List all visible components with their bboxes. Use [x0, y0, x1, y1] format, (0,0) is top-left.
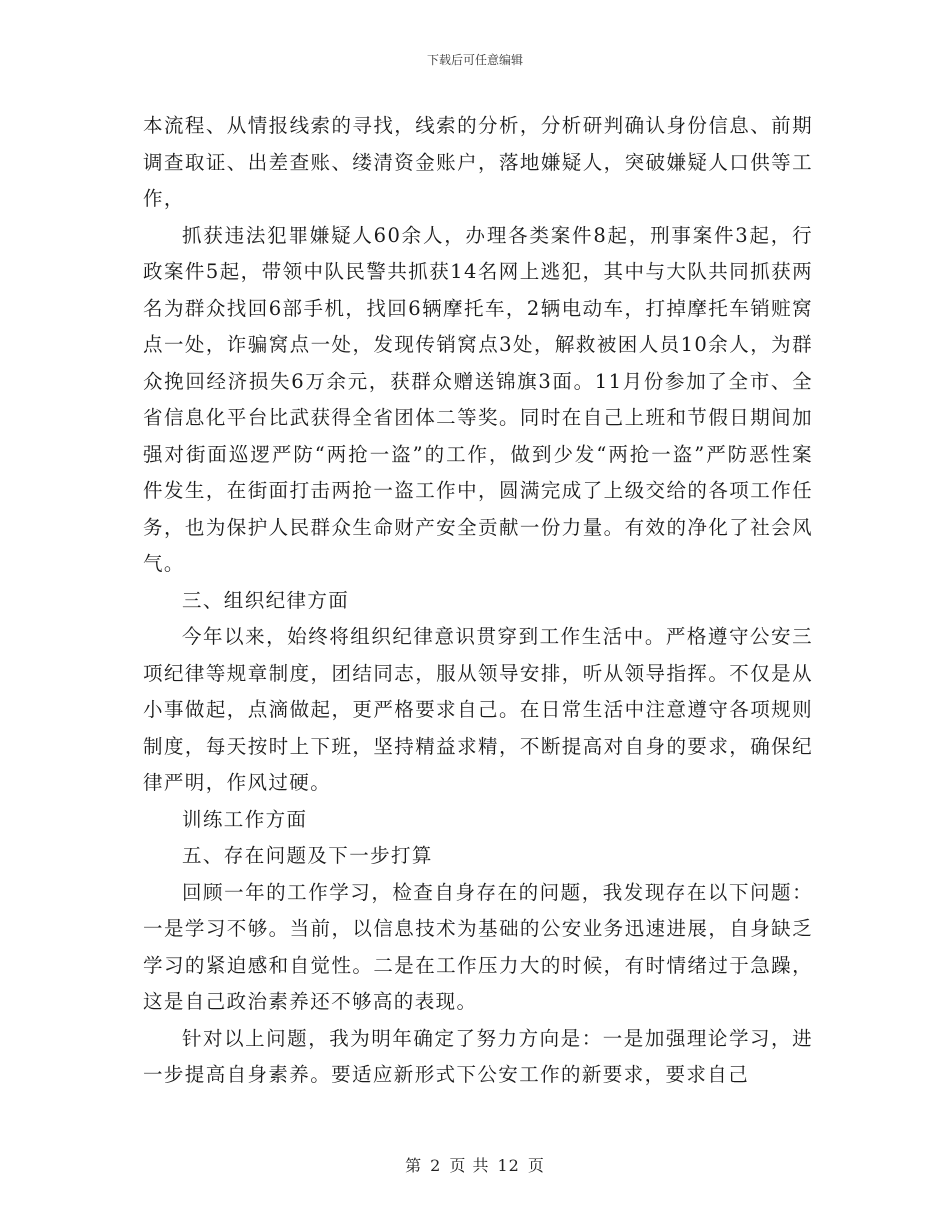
section-heading-problems-plans: 五、存在问题及下一步打算	[182, 844, 433, 867]
footer-suffix: 页	[527, 1156, 545, 1175]
footer-middle: 页 共	[449, 1156, 490, 1175]
paragraph-problems: 回顾一年的工作学习，检查自身存在的问题，我发现存在以下问题：一是学习不够。当前，以信息技术为基础的公安业务迅速进展，自身缺乏学习的紧迫感和自觉性。二是在工作压力大的时候，有时情绪过于急躁，这是自己政治素养还不够高的表现。	[143, 880, 813, 1013]
page-footer	[0, 1156, 950, 1176]
footer-total-pages: 12	[497, 1156, 520, 1175]
document-body	[143, 108, 813, 1094]
paragraph-process-continuation: 本流程、从情报线索的寻找，线索的分析，分析研判确认身份信息、前期调查取证、出差查账、缕清资金账户，落地嫌疑人，突破嫌疑人口供等工作，	[143, 114, 813, 210]
paragraph-plans: 针对以上问题，我为明年确定了努力方向是：一是加强理论学习，进一步提高自身素养。要适应新形式下公安工作的新要求，要求自己	[143, 1026, 813, 1086]
paragraph-discipline: 今年以来，始终将组织纪律意识贯穿到工作生活中。严格遵守公安三项纪律等规章制度，团结同志，服从领导安排，听从领导指挥。不仅是从小事做起，点滴做起，更严格要求自己。在日常生活中注意遵守各项规则制度，每天按时上下班，坚持精益求精，不断提高对自身的要求，确保纪律严明，作风过硬。	[143, 625, 813, 794]
section-heading-discipline: 三、组织纪律方面	[182, 588, 350, 612]
paragraph-achievements: 抓获违法犯罪嫌疑人60余人，办理各类案件8起，刑事案件3起，行政案件5起，带领中队民警共抓获14名网上逃犯，其中与大队共同抓获两名为群众找回6部手机，找回6辆摩托车，2辆电动车，打掉摩托车销赃窝点一处，诈骗窝点一处，发现传销窝点3处，解救被困人员10余人，为群众挽回经济损失6万余元，获群众赠送锦旗3面。11月份参加了全市、全省信息化平台比武获得全省团体二等奖。同时在自己上班和节假日期间加强对街面巡逻严防“两抢一盗”的工作，做到少发“两抢一盗”严防恶性案件发生，在街面打击两抢一盗工作中，圆满完成了上级交给的各项工作任务，也为保护人民群众生命财产安全贡献一份力量。有效的净化了社会风气。	[143, 223, 813, 575]
section-heading-training: 训练工作方面	[182, 807, 308, 831]
footer-prefix: 第	[405, 1156, 423, 1175]
footer-current-page: 2	[430, 1156, 442, 1175]
page-header-note: 下载后可任意编辑	[426, 53, 523, 67]
